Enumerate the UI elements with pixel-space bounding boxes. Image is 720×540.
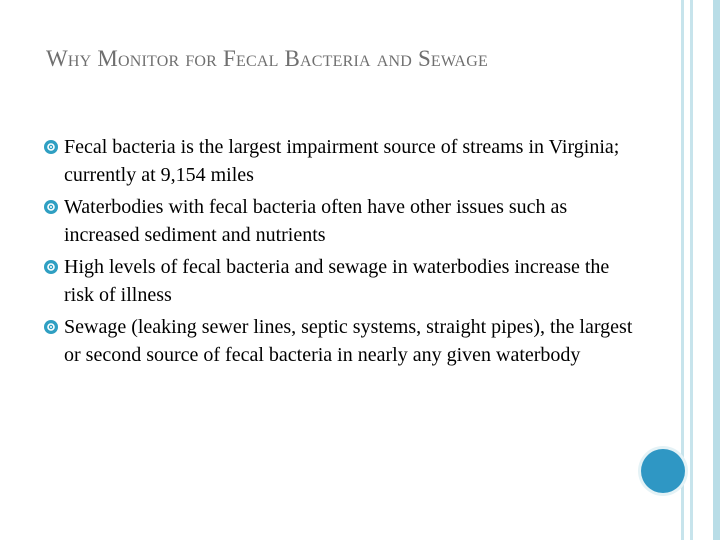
bullet-text: High levels of fecal bacteria and sewage in waterbodies increase the risk of illness — [64, 256, 610, 306]
gear-icon — [44, 140, 58, 154]
bullet-text: Sewage (leaking sewer lines, septic systems, straight pipes), the largest or second source of fecal bacteria in nearly any given waterbody — [64, 316, 633, 366]
list-item — [44, 193, 644, 249]
decorative-circle — [641, 449, 685, 493]
bullet-text: Waterbodies with fecal bacteria often have other issues such as increased sediment and nutrients — [64, 196, 568, 246]
bullet-list — [44, 133, 644, 373]
list-item — [44, 253, 644, 309]
decorative-stripe — [690, 0, 693, 540]
slide-title: Why Monitor for Fecal Bacteria and Sewage — [46, 46, 488, 71]
decorative-stripe — [713, 0, 720, 540]
gear-icon — [44, 320, 58, 334]
gear-icon — [44, 200, 58, 214]
list-item — [44, 313, 644, 369]
list-item — [44, 133, 644, 189]
bullet-text: Fecal bacteria is the largest impairment source of streams in Virginia; currently at 9,154 miles — [64, 136, 620, 186]
gear-icon — [44, 260, 58, 274]
